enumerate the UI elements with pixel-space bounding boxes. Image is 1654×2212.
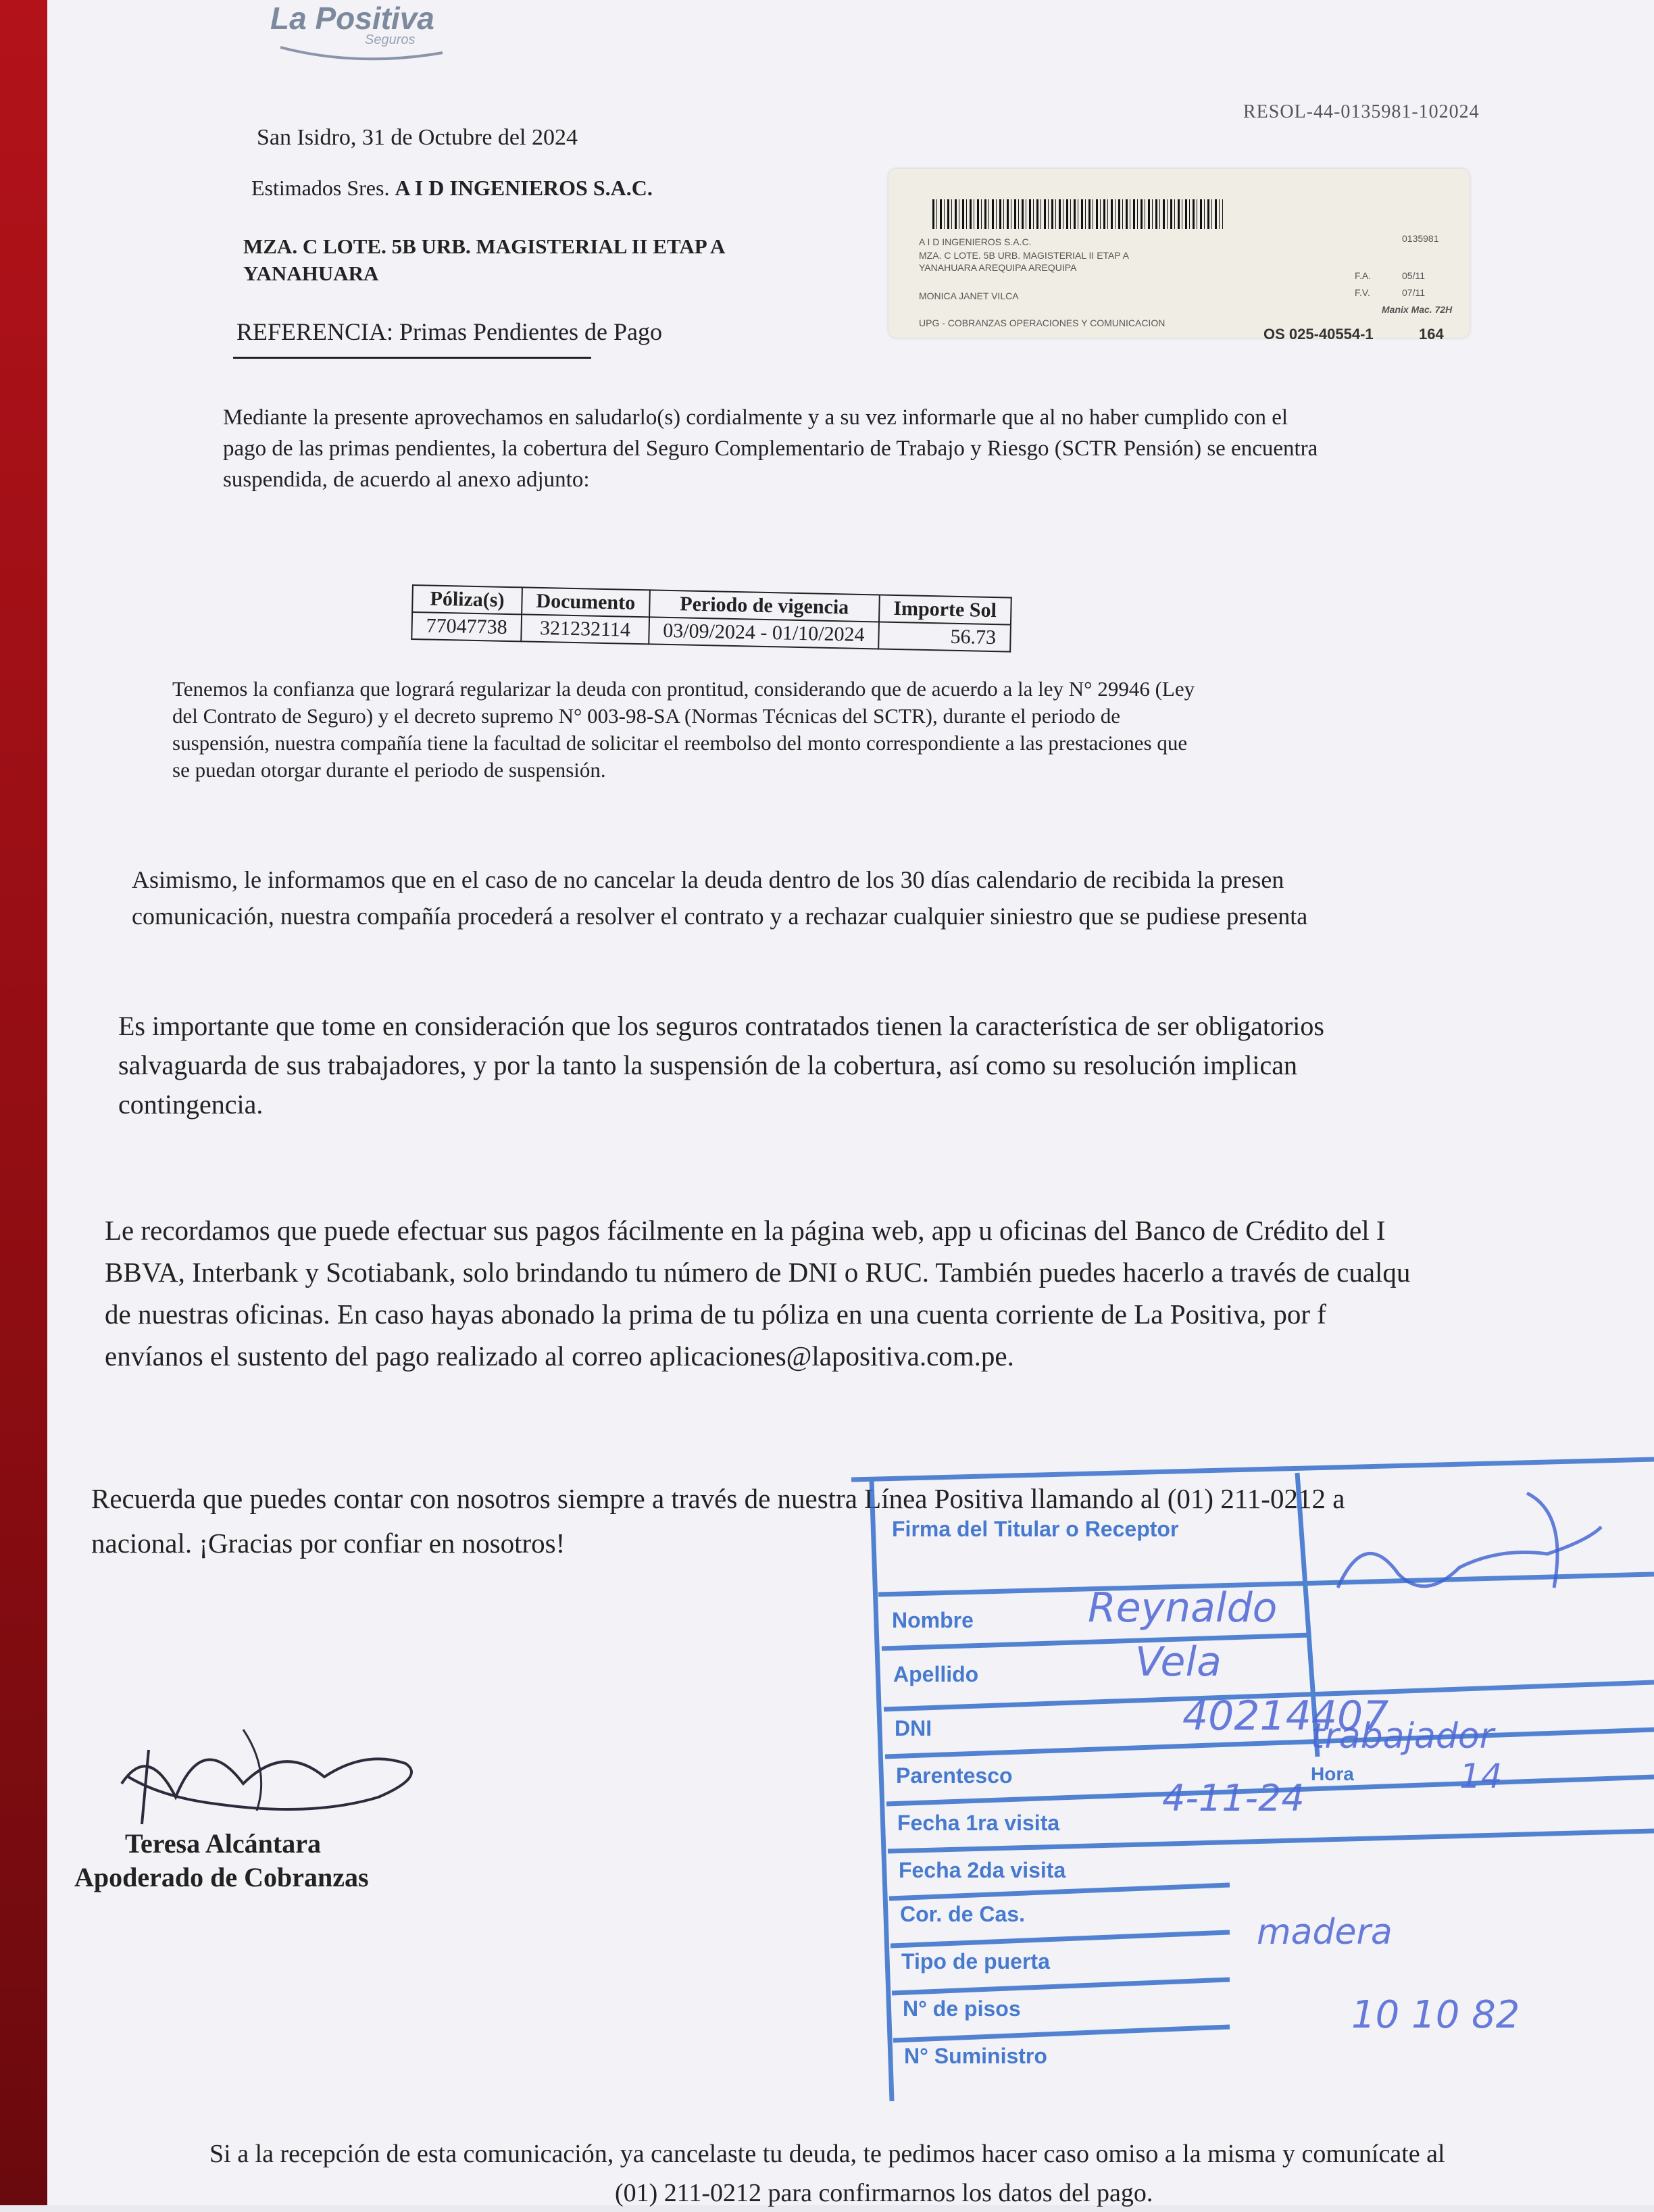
policy-number: 77047738 [411,612,522,641]
label-os: OS 025-40554-1 [1263,326,1374,343]
label-fv-label: F.V. [1355,287,1370,298]
paragraph-2-line: suspensión, nuestra compañía tiene la facultad de solicitar el reembolso del monto correspondiente a las prestaciones que [172,731,1188,755]
stamp-field-fecha-2: Fecha 2da visita [899,1858,1066,1882]
column-header: Importe Sol [879,595,1011,624]
paragraph-5 [105,1209,1410,1377]
amount: 56.73 [878,622,1010,651]
signatory-name: Teresa Alcántara [125,1828,321,1859]
logo-sub: Seguros [365,32,416,47]
paragraph-1-line: suspendida, de acuerdo al anexo adjunto: [223,468,590,492]
paragraph-2-line: Tenemos la confianza que logrará regularizar la deuda con prontitud, considerando que de acuerdo a la ley N° 29946 (Ley [172,677,1195,701]
stamp-field-nombre: Nombre [892,1608,974,1632]
label-code: 0135981 [1402,233,1439,244]
resolution-code: RESOL-44-0135981-102024 [1243,101,1480,122]
label-fa-label: F.A. [1355,270,1372,281]
label-line-4: MONICA JANET VILCA [919,291,1019,301]
greeting [251,176,653,201]
greeting-prefix: Estimados Sres. [251,176,390,200]
company-logo [270,0,459,68]
reference-line: REFERENCIA: Primas Pendientes de Pago [236,318,662,345]
recipient-address [243,233,725,287]
paragraph-5-line: envíanos el sustento del pago realizado al correo aplicaciones@lapositiva.com.pe. [105,1340,1014,1372]
paragraph-1-line: Mediante la presente aprovechamos en saludarlo(s) cordialmente y a su vez informarle que al no haber cumplido con el [223,405,1288,430]
label-line-2: MZA. C LOTE. 5B URB. MAGISTERIAL II ETAP A [919,250,1129,261]
recipient-name: A I D INGENIEROS S.A.C. [395,176,653,200]
label-mode: Manix Mac. 72H [1382,304,1453,315]
handwritten-nombre: Reynaldo [1088,1584,1278,1632]
stamp-field-cor: Cor. de Cas. [900,1902,1025,1926]
validity-period: 03/09/2024 - 01/10/2024 [649,617,879,649]
stamp-field-titular: Firma del Titular o Receptor [892,1517,1179,1541]
label-os-num: 164 [1419,326,1444,343]
paragraph-3-line: Asimismo, le informamos que en el caso de no cancelar la deuda dentro de los 30 días calendario de recibida la presen [132,866,1284,893]
paragraph-5-line: Le recordamos que puede efectuar sus pagos fácilmente en la página web, app u oficinas del Banco de Crédito del I [105,1215,1386,1246]
stamp-field-suministro: N° Suministro [904,2044,1047,2068]
paragraph-1 [223,402,1318,495]
label-fv-value: 07/11 [1402,287,1425,298]
column-header: Documento [522,587,649,617]
stamp-field-apellido: Apellido [893,1662,979,1686]
handwritten-suministro: 10 10 82 [1351,1993,1520,2037]
stamp-field-dni: DNI [895,1716,932,1740]
logo-swoosh-icon [277,41,446,61]
column-header: Póliza(s) [412,585,522,614]
handwritten-hora: 14 [1459,1757,1503,1796]
paragraph-2 [172,676,1195,784]
paragraph-3-line: comunicación, nuestra compañía procederá a resolver el contrato y a rechazar cualquier siniestro que se pudiese presenta [132,903,1308,930]
paragraph-4 [118,1007,1324,1124]
delivery-stamp [851,1453,1654,2115]
address-line-1: MZA. C LOTE. 5B URB. MAGISTERIAL II ETAP A [243,234,726,258]
label-line-3: YANAHUARA AREQUIPA AREQUIPA [919,262,1077,273]
barcode-icon [932,199,1223,229]
handwritten-dni: 40214407 [1182,1692,1389,1740]
handwritten-fecha: 4-11-24 [1162,1777,1305,1819]
paragraph-5-line: BBVA, Interbank y Scotiabank, solo brindando tu número de DNI o RUC. También puedes hacerlo a través de cualqu [105,1257,1411,1288]
paragraph-4-line: Es importante que tome en consideración que los seguros contratados tienen la característica de ser obligatorios [118,1011,1324,1041]
paragraph-3 [132,861,1307,934]
document-number: 321232114 [521,614,649,644]
handwritten-signature [108,1703,432,1838]
stamp-signature [1324,1486,1608,1622]
footer-line-2: (01) 211-0212 para confirmarnos los datos del pago. [615,2179,1153,2207]
handwritten-puerta: madera [1257,1912,1393,1953]
paragraph-5-line: de nuestras oficinas. En caso hayas abonado la prima de tu póliza en una cuenta corriente de La Positiva, por f [105,1299,1326,1330]
label-line-5: UPG - COBRANZAS OPERACIONES Y COMUNICACION [919,318,1166,328]
paragraph-2-line: se puedan otorgar durante el periodo de suspensión. [172,758,606,782]
handwritten-apellido: Vela [1135,1638,1222,1686]
paragraph-2-line: del Contrato de Seguro) y el decreto supremo N° 003-98-SA (Normas Técnicas del SCTR), durante el periodo de [172,704,1121,728]
paragraph-6-line: Recuerda que puedes contar con nosotros siempre a través de nuestra Línea Positiva llamando al (01) 211-0212 a [91,1483,1345,1514]
label-fa-value: 05/11 [1402,270,1425,281]
footer-line-1: Si a la recepción de esta comunicación, ya cancelaste tu deuda, te pedimos hacer caso omiso a la misma y comunícate al [209,2140,1445,2168]
stamp-field-fecha-1: Fecha 1ra visita [897,1811,1060,1835]
address-line-2: YANAHUARA [243,261,379,285]
stamp-field-parentesco: Parentesco [896,1763,1013,1788]
logo-name: La Positiva [270,1,434,36]
paragraph-1-line: pago de las primas pendientes, la cobertura del Seguro Complementario de Trabajo y Riesgo (SCTR Pensión) se encuentra [223,436,1318,461]
label-line-1: A I D INGENIEROS S.A.C. [919,236,1032,247]
letter-date: San Isidro, 31 de Octubre del 2024 [257,125,578,150]
stamp-field-hora: Hora [1311,1763,1354,1784]
paragraph-4-line: contingencia. [118,1089,264,1120]
handwritten-parentesco: trabajador [1311,1716,1495,1757]
signatory-role: Apoderado de Cobranzas [74,1862,369,1892]
stamp-field-puerta: Tipo de puerta [901,1949,1050,1974]
paragraph-4-line: salvaguarda de sus trabajadores, y por la tanto la suspensión de la cobertura, así como su resolución implican [118,1050,1298,1080]
mailing-label [888,169,1470,343]
stamp-field-pisos: N° de pisos [903,1996,1021,2021]
column-header: Periodo de vigencia [649,590,880,622]
paragraph-6-line: nacional. ¡Gracias por confiar en nosotros! [91,1528,566,1559]
reference-underline [233,357,591,359]
